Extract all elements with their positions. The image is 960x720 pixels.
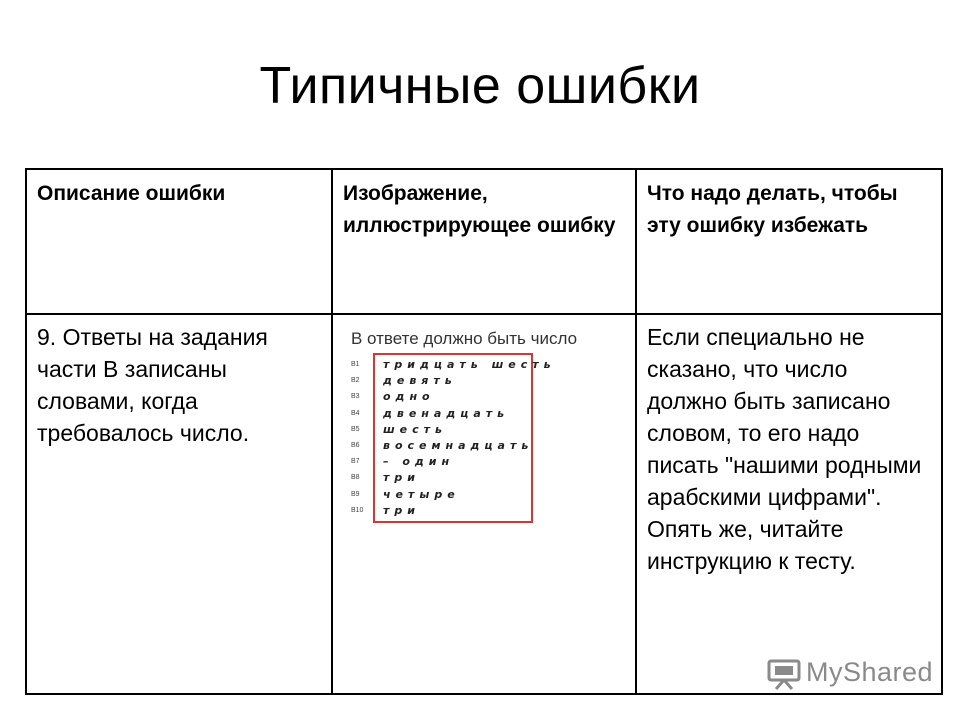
errors-table bbox=[25, 168, 943, 695]
illustration-caption: В ответе должно быть число bbox=[351, 329, 578, 348]
answer-number: В2 bbox=[351, 377, 360, 385]
slide-title: Типичные ошибки bbox=[259, 57, 701, 115]
answer-word: тридцать шесть bbox=[383, 358, 556, 371]
answer-number: В5 bbox=[351, 425, 360, 433]
answer-word: четыре bbox=[383, 487, 460, 501]
error-description: 9. Ответы на задания части В записаны словами, когда требовалось число. bbox=[26, 314, 332, 694]
answer-word: одно bbox=[383, 390, 435, 404]
answer-word: девять bbox=[383, 374, 457, 388]
table-row bbox=[26, 314, 942, 694]
answer-word: – один bbox=[383, 455, 455, 469]
answer-word: двенадцать bbox=[383, 406, 510, 420]
answer-number: В1 bbox=[351, 361, 360, 368]
header-advice: Что надо делать, чтобы эту ошибку избежать bbox=[636, 169, 942, 314]
answer-number: В7 bbox=[351, 458, 360, 466]
illustration-cell bbox=[332, 314, 636, 694]
answer-row bbox=[343, 389, 603, 405]
answer-word: три bbox=[383, 503, 420, 517]
answer-number: В10 bbox=[351, 506, 364, 514]
watermark-text: MyShared bbox=[806, 657, 934, 687]
answer-number: В6 bbox=[351, 442, 360, 449]
answer-word: шесть bbox=[383, 422, 447, 436]
header-illustration: Изображение, иллюстрирующее ошибку bbox=[332, 169, 636, 314]
header-description: Описание ошибки bbox=[26, 169, 332, 314]
answer-number: В3 bbox=[351, 393, 360, 401]
answer-number: В9 bbox=[351, 490, 360, 498]
watermark bbox=[766, 656, 936, 694]
advice-text: Если специально не сказано, что число должно быть записано словом, то его надо писать "нашими родными арабскими цифрами". Опять же, читайте инструкцию к тесту. bbox=[636, 314, 942, 694]
answer-word: три bbox=[383, 471, 420, 485]
answer-word: восемнадцать bbox=[383, 439, 534, 452]
answer-row bbox=[343, 422, 603, 438]
answer-row bbox=[343, 406, 603, 422]
projector-screen-icon bbox=[766, 658, 802, 690]
answer-number: В4 bbox=[351, 409, 360, 417]
answer-number: В8 bbox=[351, 474, 360, 482]
answer-sheet-image bbox=[343, 317, 623, 537]
answer-row bbox=[343, 438, 603, 454]
answer-row bbox=[343, 454, 603, 470]
answer-row bbox=[343, 357, 603, 373]
answer-row bbox=[343, 503, 603, 519]
answer-row bbox=[343, 373, 603, 389]
table-header-row bbox=[26, 169, 942, 314]
answer-row bbox=[343, 487, 603, 503]
answer-row bbox=[343, 470, 603, 486]
